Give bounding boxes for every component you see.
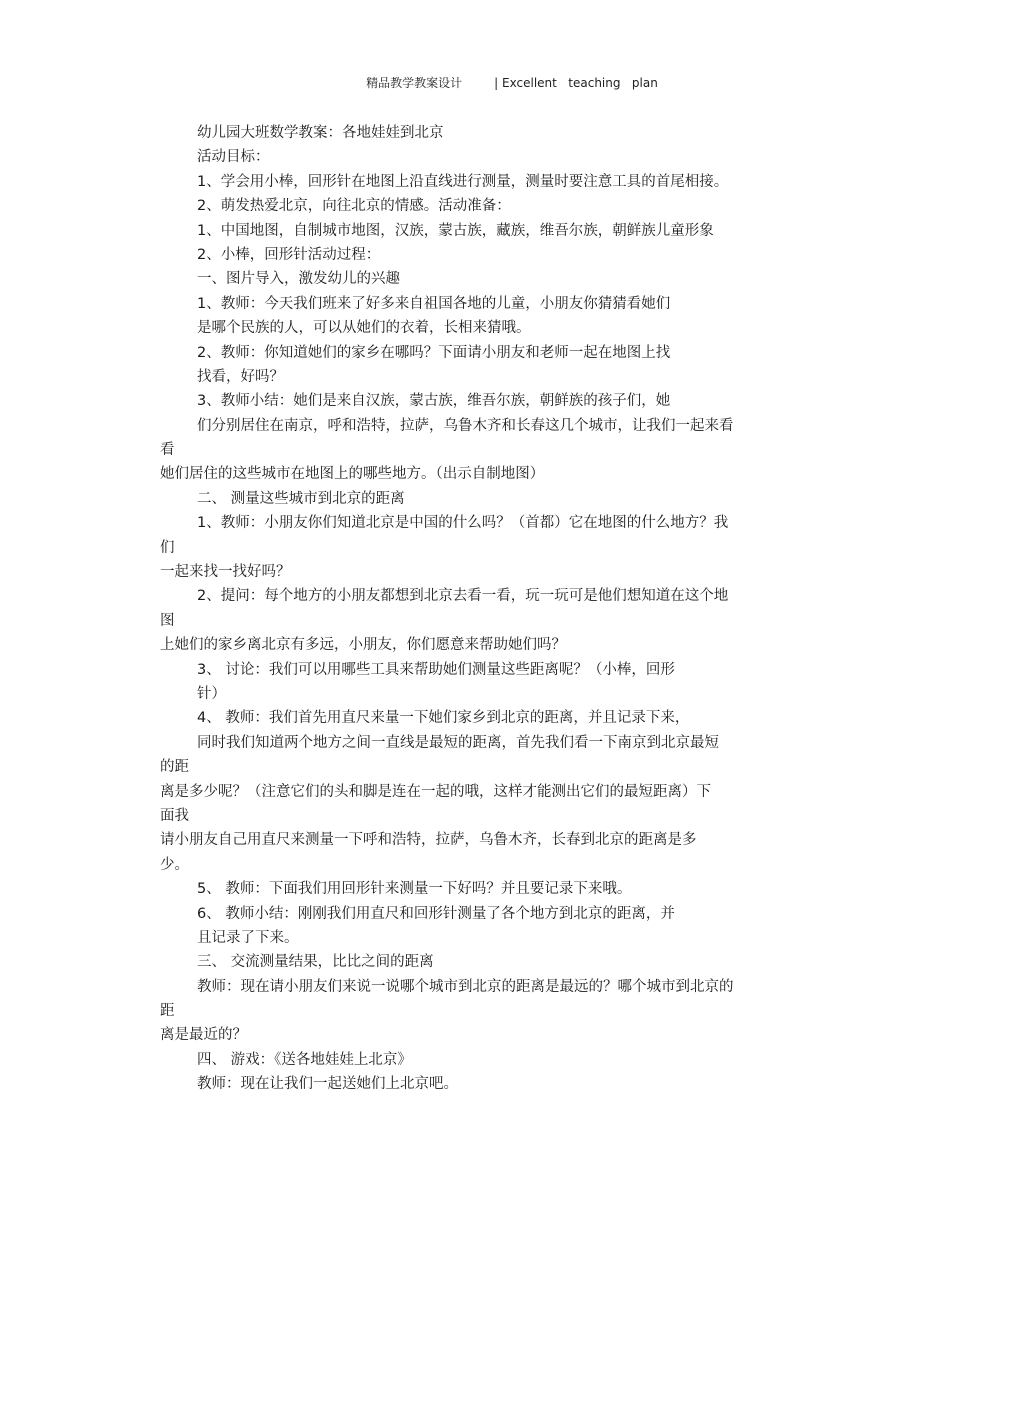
paragraph-line: 教师：现在请小朋友们来说一说哪个城市到北京的距离是最远的？哪个城市到北京的 xyxy=(197,978,734,995)
paragraph-line: 3、 讨论：我们可以用哪些工具来帮助她们测量这些距离呢？（小棒，回形 xyxy=(197,661,675,678)
paragraph-line: 教师：现在让我们一起送她们上北京吧。 xyxy=(197,1076,458,1093)
paragraph-line: 是哪个民族的人，可以从她们的衣着，长相来猜哦。 xyxy=(197,320,531,337)
paragraph-line: 们 xyxy=(160,539,175,556)
paragraph-line: 一起来找一找好吗？ xyxy=(160,564,291,581)
page-header xyxy=(0,74,1024,91)
paragraph-line: 离是多少呢？（注意它们的头和脚是连在一起的哦，这样才能测出它们的最短距离）下 xyxy=(160,783,711,800)
paragraph-line: 距 xyxy=(160,1003,175,1020)
paragraph-line: 图 xyxy=(160,612,175,629)
paragraph-line: 们分别居住在南京，呼和浩特，拉萨，乌鲁木齐和长春这几个城市，让我们一起来看 xyxy=(197,417,734,434)
paragraph-line: 2、小棒，回形针活动过程： xyxy=(197,246,381,263)
paragraph-line: 少。 xyxy=(160,856,189,873)
paragraph-line: 2、萌发热爱北京，向往北京的情感。活动准备： xyxy=(197,198,511,215)
paragraph-line: 一、图片导入，激发幼儿的兴趣 xyxy=(197,271,400,288)
paragraph-line: 且记录了下来。 xyxy=(197,929,299,946)
paragraph-line: 1、学会用小棒，回形针在地图上沿直线进行测量，测量时要注意工具的首尾相接。 xyxy=(197,173,729,190)
paragraph-line: 幼儿园大班数学教案：各地娃娃到北京 xyxy=(197,125,444,141)
paragraph-line: 6、 教师小结：刚刚我们用直尺和回形针测量了各个地方到北京的距离，并 xyxy=(197,905,675,922)
paragraph-line: 的距 xyxy=(160,759,189,776)
paragraph-line: 看 xyxy=(160,442,175,459)
document-body xyxy=(160,121,820,1097)
paragraph-line: 二、 测量这些城市到北京的距离 xyxy=(197,490,405,507)
paragraph-line: 2、教师：你知道她们的家乡在哪吗？下面请小朋友和老师一起在地图上找 xyxy=(197,344,671,361)
paragraph-line: 1、教师：今天我们班来了好多来自祖国各地的儿童，小朋友你猜猜看她们 xyxy=(197,295,671,312)
paragraph-line: 5、 教师：下面我们用回形针来测量一下好吗？并且要记录下来哦。 xyxy=(197,881,632,898)
paragraph-line: 请小朋友自己用直尺来测量一下呼和浩特，拉萨，乌鲁木齐，长春到北京的距离是多 xyxy=(160,832,697,849)
paragraph-line: 针） xyxy=(197,685,226,702)
paragraph-line: 找看，好吗？ xyxy=(197,368,284,385)
paragraph-line: 3、教师小结：她们是来自汉族，蒙古族，维吾尔族，朝鲜族的孩子们，她 xyxy=(197,393,671,410)
paragraph-line: 她们居住的这些城市在地图上的哪些地方。（出示自制地图） xyxy=(160,466,545,483)
paragraph-line: 上她们的家乡离北京有多远，小朋友，你们愿意来帮助她们吗？ xyxy=(160,637,566,654)
paragraph-line: 1、中国地图，自制城市地图，汉族，蒙古族，藏族，维吾尔族，朝鲜族儿童形象 xyxy=(197,222,714,239)
paragraph-line: 三、 交流测量结果，比比之间的距离 xyxy=(197,954,434,971)
paragraph-line: 2、提问：每个地方的小朋友都想到北京去看一看，玩一玩可是他们想知道在这个地 xyxy=(197,588,729,605)
paragraph-line: 1、教师：小朋友你们知道北京是中国的什么吗？（首都）它在地图的什么地方？我 xyxy=(197,515,729,532)
paragraph-line: 面我 xyxy=(160,807,189,824)
paragraph-line: 四、 游戏：《送各地娃娃上北京》 xyxy=(197,1051,412,1068)
header-title-cn: 精品教学教案设计 xyxy=(366,76,463,90)
header-title-en: | Excellent teaching plan xyxy=(494,76,658,90)
paragraph-line: 离是最近的？ xyxy=(160,1027,247,1044)
paragraph-line: 活动目标： xyxy=(197,149,270,166)
paragraph-line: 同时我们知道两个地方之间一直线是最短的距离，首先我们看一下南京到北京最短 xyxy=(197,734,719,751)
paragraph-line: 4、 教师：我们首先用直尺来量一下她们家乡到北京的距离，并且记录下来， xyxy=(197,710,690,727)
